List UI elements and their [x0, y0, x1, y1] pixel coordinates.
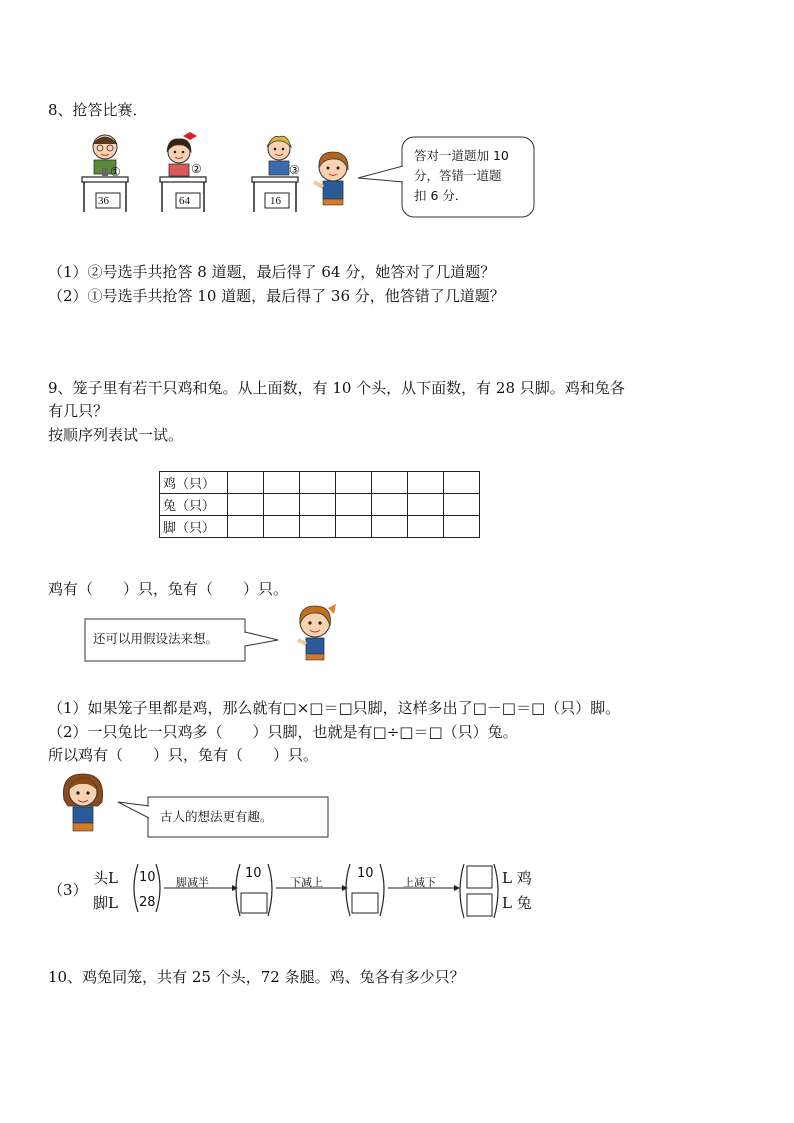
- table-cell[interactable]: [408, 516, 444, 538]
- bubble-line-3: 扣 6 分．: [414, 188, 468, 203]
- q9-step-1: （1）如果笼子里都是鸡，那么就有□×□＝□只脚，这样多出了□－□＝□（只）脚。: [48, 699, 621, 717]
- girl-icon: [290, 602, 340, 664]
- flow-value-head: 10: [139, 870, 156, 885]
- q9-step-3: 所以鸡有（ ）只，兔有（ ）只。: [48, 746, 319, 764]
- contestant-2-number: ②: [191, 162, 202, 176]
- table-cell[interactable]: [444, 516, 480, 538]
- table-row: [160, 472, 480, 494]
- table-cell[interactable]: [372, 472, 408, 494]
- girl-2-icon: [58, 770, 108, 834]
- table-cell[interactable]: [264, 516, 300, 538]
- row-label-chicken: 鸡（只）: [160, 472, 228, 494]
- bubble-line-1: 答对一道题加 10: [414, 148, 509, 163]
- table-row: [160, 516, 480, 538]
- flow-output-rabbit: L 兔: [502, 894, 532, 912]
- flow-step-2-top: 10: [245, 866, 262, 881]
- table-cell[interactable]: [264, 494, 300, 516]
- table-cell[interactable]: [300, 494, 336, 516]
- speech-bubble-text: [414, 146, 509, 206]
- q9-line-3: 按顺序列表试一试。: [48, 426, 184, 444]
- q9-line-1: 9、笼子里有若干只鸡和兔。从上面数，有 10 个头，从下面数，有 28 只脚。鸡和兔各: [48, 379, 625, 397]
- tally-table: [159, 471, 480, 538]
- contestant-3-number: ③: [289, 163, 300, 177]
- contestant-3-score: 16: [270, 195, 281, 207]
- table-cell[interactable]: [336, 494, 372, 516]
- flow-arrow-2-label: 下减上: [290, 876, 323, 889]
- flow-arrow-1-label: 脚减半: [176, 876, 209, 889]
- bubble-line-2: 分，答错一道题: [414, 168, 502, 183]
- q8-title: 8、抢答比赛．: [48, 101, 148, 119]
- table-cell[interactable]: [408, 472, 444, 494]
- contestant-2-score: 64: [179, 195, 190, 207]
- flow-step-3-top: 10: [357, 866, 374, 881]
- hint-bubble-1-text: 还可以用假设法来想。: [93, 631, 219, 646]
- table-cell[interactable]: [372, 494, 408, 516]
- table-cell[interactable]: [300, 516, 336, 538]
- contestants-illustration: [78, 132, 368, 216]
- flow-output-chicken: L 鸡: [502, 869, 532, 887]
- q8-subquestion-2: （2）①号选手共抢答 10 道题，最后得了 36 分，他答错了几道题？: [48, 287, 505, 305]
- q10-title: 10、鸡兔同笼，共有 25 个头，72 条腿。鸡、兔各有多少只？: [48, 968, 465, 986]
- flow-feet-label: 脚L: [93, 894, 118, 912]
- table-cell[interactable]: [372, 516, 408, 538]
- table-cell[interactable]: [228, 494, 264, 516]
- contestant-1-number: ①: [110, 165, 121, 179]
- row-label-feet: 脚（只）: [160, 516, 228, 538]
- q9-answer-line: 鸡有（ ）只，兔有（ ）只。: [48, 580, 289, 598]
- teacher-figure: [314, 152, 348, 205]
- q9-line-2: 有几只？: [48, 402, 109, 420]
- row-label-rabbit: 兔（只）: [160, 494, 228, 516]
- table-cell[interactable]: [228, 472, 264, 494]
- flow-value-feet: 28: [139, 895, 156, 910]
- table-cell[interactable]: [408, 494, 444, 516]
- table-cell[interactable]: [444, 472, 480, 494]
- table-cell[interactable]: [228, 516, 264, 538]
- q8-subquestion-1: （1）②号选手共抢答 8 道题，最后得了 64 分，她答对了几道题？: [48, 263, 496, 281]
- hint-bubble-2-text: 古人的想法更有趣。: [160, 809, 273, 824]
- table-cell[interactable]: [300, 472, 336, 494]
- flow-label: （3）: [48, 881, 88, 899]
- flow-head-label: 头L: [93, 869, 118, 887]
- contestant-1-score: 36: [98, 195, 109, 207]
- q9-step-2: （2）一只兔比一只鸡多（ ）只脚，也就是有□÷□＝□（只）兔。: [48, 723, 518, 741]
- contestant-3-figure: [267, 136, 291, 175]
- flow-arrow-3-label: 上减下: [403, 876, 436, 889]
- table-cell[interactable]: [336, 472, 372, 494]
- table-cell[interactable]: [336, 516, 372, 538]
- table-row: [160, 494, 480, 516]
- table-cell[interactable]: [264, 472, 300, 494]
- table-cell[interactable]: [444, 494, 480, 516]
